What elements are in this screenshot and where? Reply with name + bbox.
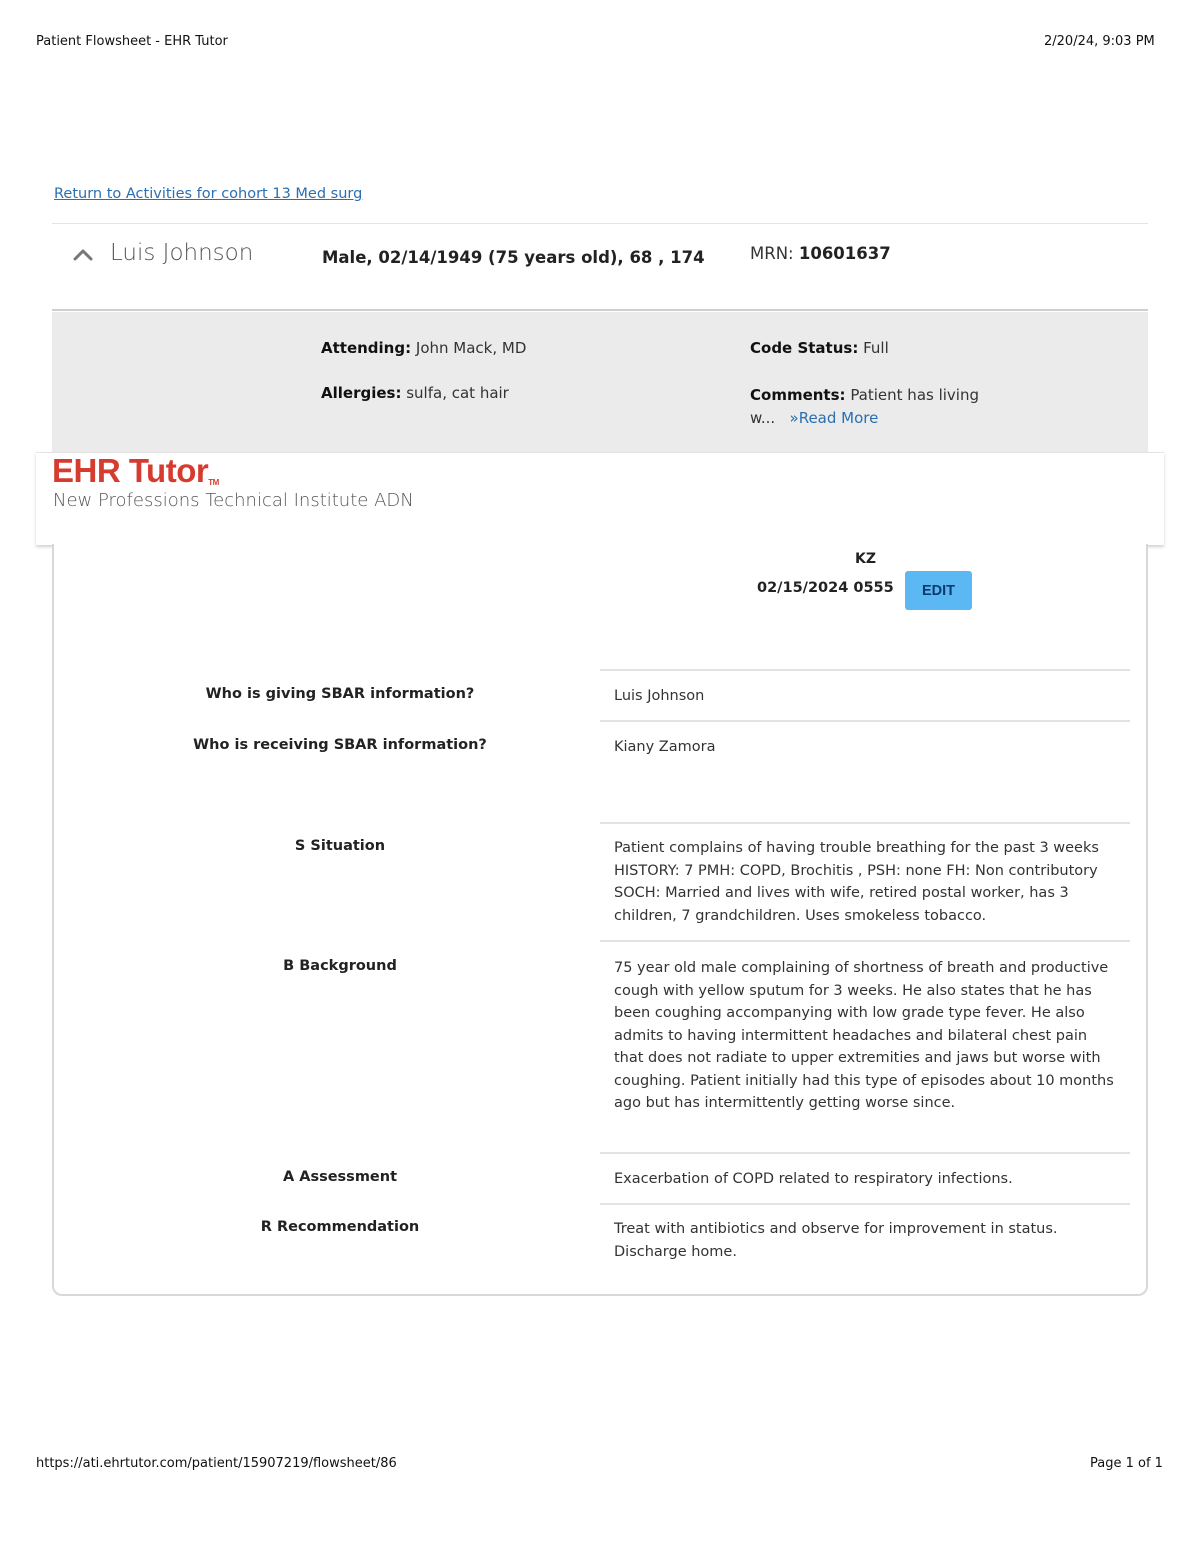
institution-name: New Professions Technical Institute ADN (53, 490, 414, 511)
row-divider (600, 669, 1130, 671)
comments-value: Patient has living w... (750, 386, 979, 427)
sbar-receiver-label: Who is receiving SBAR information? (193, 737, 487, 753)
row-divider (600, 1203, 1130, 1205)
sbar-recommendation-label: R Recommendation (260, 1219, 420, 1235)
mrn-value: 10601637 (798, 244, 891, 263)
logo-text: EHR Tutor (52, 452, 209, 489)
row-divider (600, 1152, 1130, 1154)
sbar-giver-label: Who is giving SBAR information? (205, 686, 475, 702)
sbar-background-label: B Background (283, 958, 397, 974)
comments-label: Comments: (750, 386, 846, 404)
code-status-label: Code Status: (750, 339, 859, 357)
code-status-field (750, 339, 889, 357)
print-url: https://ati.ehrtutor.com/patient/15907219/flowsheet/86 (36, 1456, 397, 1471)
sbar-assessment-label: A Assessment (282, 1169, 398, 1185)
entry-timestamp: 02/15/2024 0555 (757, 580, 894, 596)
edit-button[interactable]: EDIT (905, 571, 972, 610)
entry-initials: KZ (855, 551, 876, 567)
sbar-recommendation-value: Treat with antibiotics and observe for improvement in status. Discharge home. (614, 1221, 1058, 1260)
comments-field (750, 384, 1000, 429)
print-page-number: Page 1 of 1 (1090, 1456, 1163, 1471)
attending-field (321, 339, 526, 357)
allergies-label: Allergies: (321, 384, 402, 402)
sbar-situation-label: S Situation (294, 838, 386, 854)
attending-label: Attending: (321, 339, 412, 357)
chevron-up-icon[interactable] (72, 244, 94, 266)
print-title: Patient Flowsheet - EHR Tutor (36, 34, 228, 49)
patient-details-panel (52, 312, 1148, 453)
ehr-tutor-logo (52, 452, 219, 490)
print-datetime: 2/20/24, 9:03 PM (1044, 34, 1155, 49)
sbar-situation-value: Patient complains of having trouble breathing for the past 3 weeks HISTORY: 7 PMH: COPD, Brochitis , PSH: none FH: Non contributory SOCH: Married and lives with wife, retired postal worker, has 3 children, 7 grandchildren. Uses smokeless tobacco. (614, 840, 1099, 924)
sbar-receiver-value: Kiany Zamora (614, 739, 716, 755)
read-more-link[interactable]: »Read More (789, 408, 879, 427)
row-divider (600, 720, 1130, 722)
allergies-field (321, 384, 509, 402)
logo-tm: TM (208, 478, 219, 487)
mrn-label: MRN: (750, 244, 794, 263)
sbar-background-value: 75 year old male complaining of shortness of breath and productive cough with yellow sputum for 3 weeks. He also states that he has been coughing accompanying with low grade type fever. He also admits to having intermittent headaches and bilateral chest pain that does not radiate to upper extremities and jaws but worse with coughing. Patient initially had this type of episodes about 10 months ago but has intermittently getting worse since. (614, 960, 1114, 1111)
patient-name: Luis Johnson (110, 240, 254, 266)
code-status-value: Full (863, 339, 889, 357)
row-divider (600, 822, 1130, 824)
patient-demographics: Male, 02/14/1949 (75 years old), 68 , 174 (322, 248, 705, 267)
allergies-value: sulfa, cat hair (406, 384, 509, 402)
row-divider (600, 940, 1130, 942)
attending-value: John Mack, MD (415, 339, 527, 357)
sbar-giver-value: Luis Johnson (614, 688, 705, 704)
sbar-assessment-value: Exacerbation of COPD related to respiratory infections. (614, 1171, 1013, 1187)
patient-mrn (750, 244, 891, 263)
return-to-activities-link[interactable]: Return to Activities for cohort 13 Med surg (54, 186, 363, 202)
